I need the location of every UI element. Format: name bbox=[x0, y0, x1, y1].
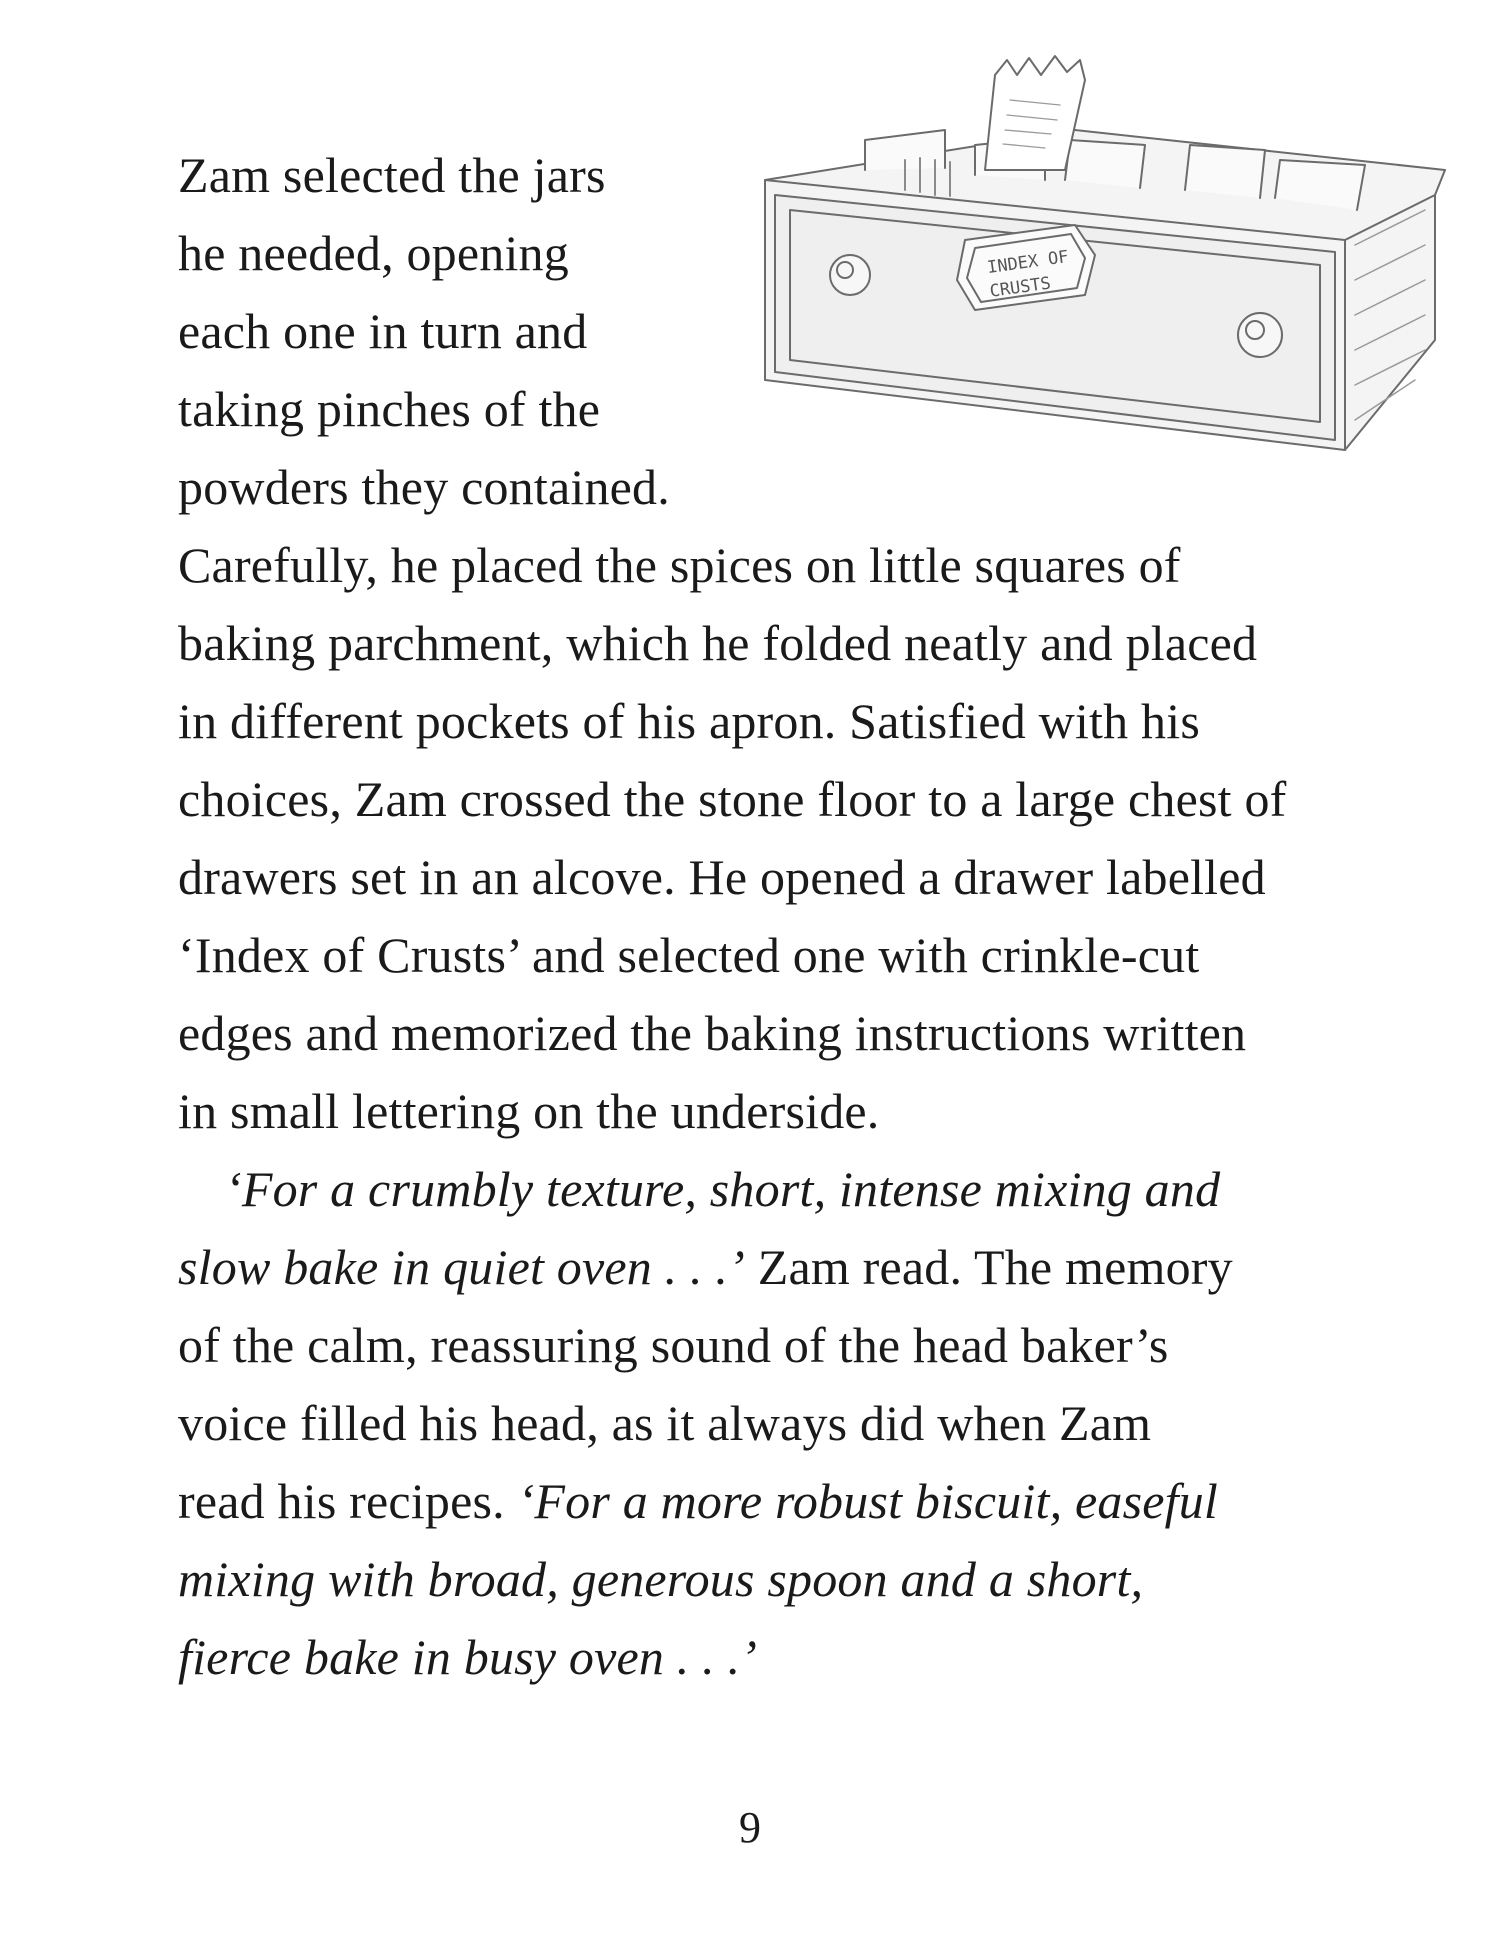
italic-quote: slow bake in quiet oven . . .’ bbox=[178, 1239, 745, 1295]
page-number: 9 bbox=[739, 1803, 761, 1852]
text-line: taking pinches of the bbox=[178, 381, 601, 437]
text-line: ‘For a crumbly texture, short, intense mixing and bbox=[225, 1161, 1221, 1217]
text-line: ‘Index of Crusts’ and selected one with crinkle-cut bbox=[178, 927, 1200, 983]
text-line: edges and memorized the baking instructions written bbox=[178, 1005, 1247, 1061]
text-line: choices, Zam crossed the stone floor to a large chest of bbox=[178, 771, 1287, 827]
italic-quote: ‘For a more robust biscuit, easeful bbox=[517, 1473, 1219, 1529]
text-line: in different pockets of his apron. Satisfied with his bbox=[178, 693, 1201, 749]
text-span: read his recipes. bbox=[178, 1473, 518, 1529]
text-line: in small lettering on the underside. bbox=[178, 1083, 880, 1139]
text-line: each one in turn and bbox=[178, 303, 588, 359]
text-line: of the calm, reassuring sound of the head baker’s bbox=[178, 1317, 1169, 1373]
text-line: fierce bake in busy oven . . .’ bbox=[178, 1629, 758, 1685]
text-line: powders they contained. bbox=[178, 459, 670, 515]
text-line: Carefully, he placed the spices on little squares of bbox=[178, 537, 1181, 593]
drawer-label-line-1: INDEX OF bbox=[985, 246, 1070, 279]
text-line: voice filled his head, as it always did when Zam bbox=[178, 1395, 1152, 1451]
text-line: he needed, opening bbox=[178, 225, 569, 281]
text-line: mixing with broad, generous spoon and a short, bbox=[178, 1551, 1144, 1607]
text-line bbox=[178, 1239, 1233, 1295]
text-line bbox=[178, 1473, 1219, 1529]
text-line: Zam selected the jars bbox=[178, 147, 606, 203]
index-of-crusts-drawer-illustration bbox=[745, 20, 1460, 465]
text-span: Zam read. The memory bbox=[745, 1239, 1233, 1295]
text-line: drawers set in an alcove. He opened a drawer labelled bbox=[178, 849, 1266, 905]
text-line: baking parchment, which he folded neatly and placed bbox=[178, 615, 1258, 671]
drawer-label-line-2: CRUSTS bbox=[988, 273, 1053, 302]
